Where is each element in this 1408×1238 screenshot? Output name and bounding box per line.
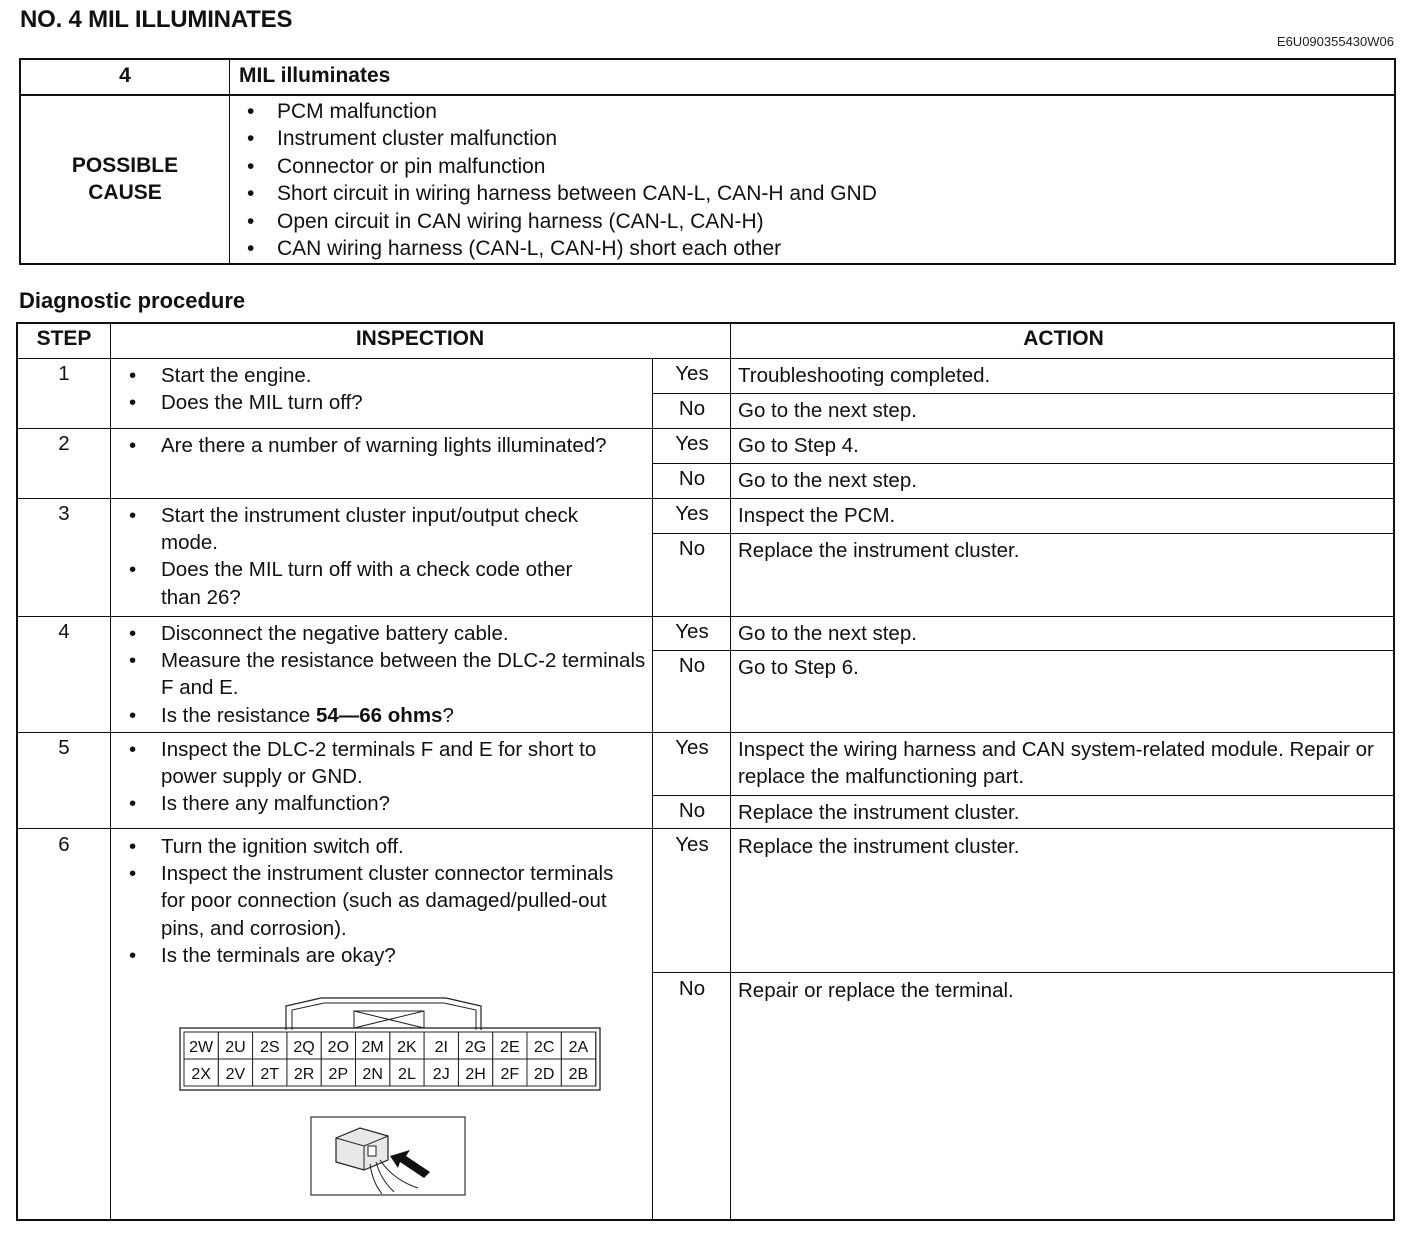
connector-pin-label: 2A — [568, 1039, 589, 1056]
yes-label: Yes — [675, 432, 709, 455]
connector-pin-label: 2R — [293, 1066, 315, 1083]
no-action: Repair or replace the terminal. — [738, 979, 1014, 1002]
connector-pin-label: 2C — [533, 1039, 555, 1056]
connector-pin-label: 2K — [397, 1039, 417, 1056]
no-label: No — [678, 799, 706, 822]
no-label: No — [678, 977, 706, 1000]
connector-pin-label: 2J — [432, 1066, 450, 1083]
possible-cause-label — [21, 152, 229, 206]
step-number: 4 — [58, 620, 70, 643]
no-label: No — [678, 397, 706, 420]
inspection-cell: • Start the instrument cluster input/output check mode. • Does the MIL turn off with a check code other than 26? — [129, 504, 579, 609]
page-title: NO. 4 MIL ILLUMINATES — [20, 6, 293, 33]
inspection-cell: • Inspect the DLC-2 terminals F and E for short to power supply or GND. • Is there any malfunction? — [129, 738, 597, 816]
yes-action: Inspect the wiring harness and CAN system-related module. Repair or replace the malfunctioning part. — [738, 738, 1374, 789]
connector-pin-label: 2O — [327, 1039, 350, 1056]
inspection-cell: • Turn the ignition switch off. • Inspect the instrument cluster connector terminals for poor connection (such as damaged/pulled-out pins, and corrosion). • Is the terminals are okay? — [129, 835, 614, 967]
connector-pin-label: 2I — [434, 1039, 448, 1056]
cause-item: • Instrument cluster malfunction — [247, 125, 877, 152]
no-label: No — [678, 467, 706, 490]
connector-pin-label: 2S — [259, 1039, 280, 1056]
connector-pinout-icon — [176, 992, 608, 1096]
connector-pin-label: 2N — [362, 1066, 383, 1083]
connector-pin-label: 2T — [260, 1066, 280, 1083]
yes-label: Yes — [675, 502, 709, 525]
connector-pin-label: 2E — [500, 1039, 520, 1056]
connector-pin-label: 2G — [464, 1039, 487, 1056]
connector-pin-label: 2D — [533, 1066, 555, 1083]
inspection-cell: • Start the engine. • Does the MIL turn off? — [129, 364, 363, 415]
connector-pin-label: 2V — [225, 1066, 246, 1083]
yes-action: Go to the next step. — [738, 622, 917, 645]
yes-action: Go to Step 4. — [738, 434, 859, 457]
no-action: Go to Step 6. — [738, 656, 859, 679]
cause-item: • PCM malfunction — [247, 98, 877, 125]
yes-label: Yes — [675, 736, 709, 759]
diagnostic-heading: Diagnostic procedure — [19, 288, 246, 313]
no-label: No — [678, 537, 706, 560]
no-action: Replace the instrument cluster. — [738, 539, 1020, 562]
trouble-number: 4 — [119, 64, 131, 87]
connector-pin-label: 2W — [189, 1039, 214, 1056]
connector-pin-label: 2M — [361, 1039, 384, 1056]
step-number: 2 — [58, 432, 70, 455]
step-number: 3 — [58, 502, 70, 525]
connector-pin-label: 2X — [191, 1066, 211, 1083]
yes-action: Inspect the PCM. — [738, 504, 896, 527]
connector-pin-label: 2P — [328, 1066, 349, 1083]
cause-list — [247, 98, 877, 262]
trouble-heading: MIL illuminates — [239, 64, 391, 87]
connector-pin-label: 2B — [568, 1066, 589, 1083]
no-action: Go to the next step. — [738, 469, 917, 492]
no-action: Replace the instrument cluster. — [738, 801, 1020, 824]
connector-pin-label: 2Q — [293, 1039, 315, 1056]
connector-pin-label: 2U — [225, 1039, 246, 1056]
step-number: 5 — [58, 736, 70, 759]
header-action: ACTION — [1023, 327, 1104, 350]
cause-item: • Short circuit in wiring harness between CAN-L, CAN-H and GND — [247, 180, 877, 207]
cause-table — [19, 58, 1396, 265]
yes-action: Replace the instrument cluster. — [738, 835, 1020, 858]
yes-label: Yes — [675, 620, 709, 643]
resistance-spec: 54—66 ohms — [315, 703, 443, 727]
yes-label: Yes — [675, 833, 709, 856]
connector-probe-icon — [310, 1116, 466, 1196]
connector-pin-label: 2F — [500, 1066, 520, 1083]
inspection-cell: • Are there a number of warning lights illuminated? — [129, 434, 607, 457]
inspection-cell: • Disconnect the negative battery cable. • Measure the resistance between the DLC-2 terminals F and E. • Is the resistance 54—66 ohms? — [129, 622, 646, 727]
cause-item: • Open circuit in CAN wiring harness (CAN-L, CAN-H) — [247, 208, 877, 235]
cause-item: • Connector or pin malfunction — [247, 153, 877, 180]
connector-pin-label: 2H — [465, 1066, 486, 1083]
header-inspection: INSPECTION — [355, 327, 485, 350]
no-label: No — [678, 654, 706, 677]
step-number: 6 — [58, 833, 70, 856]
cause-item: • CAN wiring harness (CAN-L, CAN-H) short each other — [247, 235, 877, 262]
procedure-table — [16, 322, 1395, 1221]
document-id: E6U090355430W06 — [1276, 34, 1394, 49]
yes-label: Yes — [675, 362, 709, 385]
no-action: Go to the next step. — [738, 399, 917, 422]
connector-pin-label: 2L — [398, 1066, 416, 1083]
possible-cause-text: POSSIBLE CAUSE — [71, 154, 179, 204]
step-number: 1 — [58, 362, 70, 385]
header-step: STEP — [36, 327, 92, 350]
yes-action: Troubleshooting completed. — [738, 364, 991, 387]
